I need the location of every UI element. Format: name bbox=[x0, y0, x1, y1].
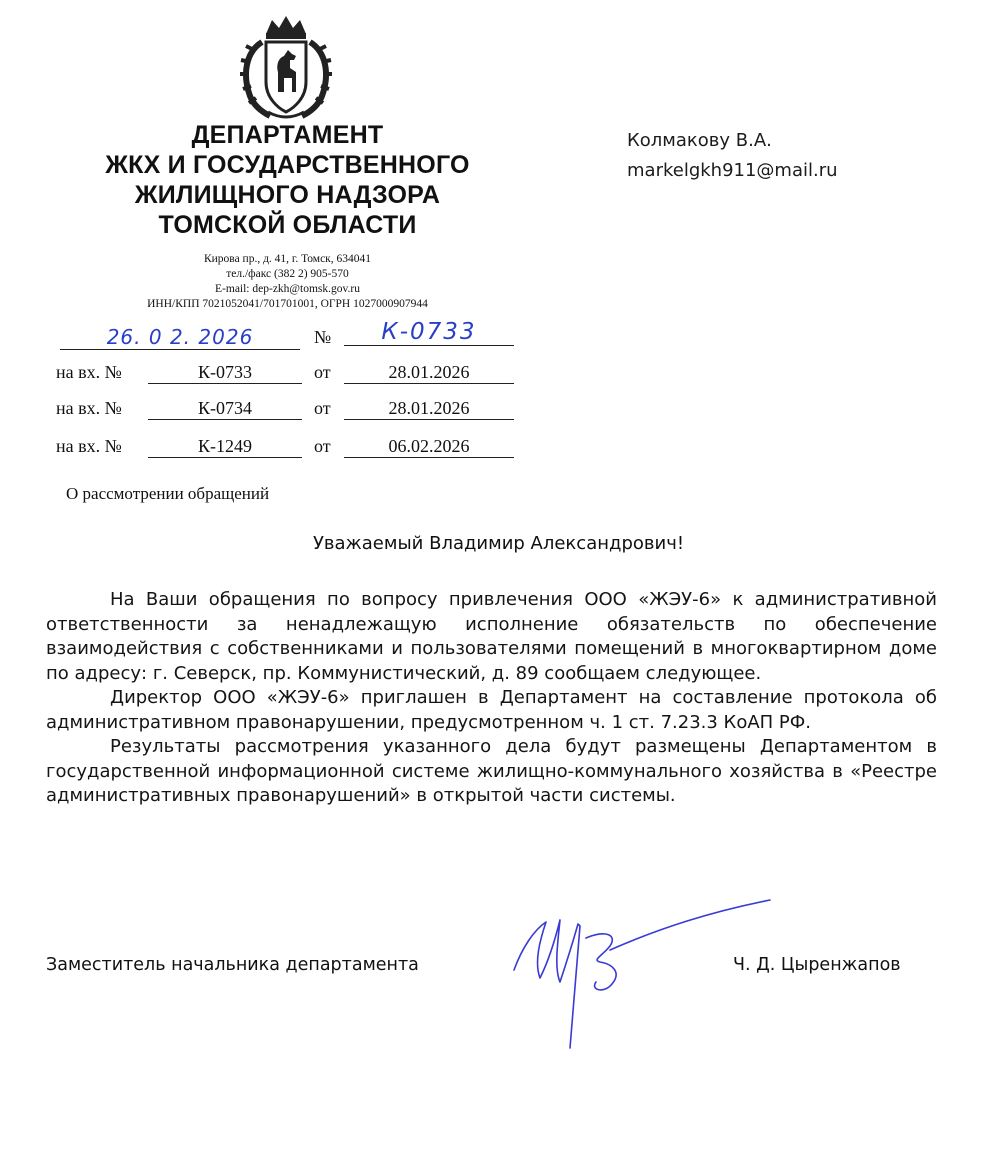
department-name-line: ЖИЛИЩНОГО НАДЗОРА bbox=[134, 181, 441, 209]
coat-of-arms-icon bbox=[232, 12, 340, 122]
signer-name: Ч. Д. Цыренжапов bbox=[733, 955, 901, 975]
department-name-line: ТОМСКОЙ ОБЛАСТИ bbox=[158, 211, 417, 239]
department-name-line: ЖКХ И ГОСУДАРСТВЕННОГО bbox=[105, 151, 470, 179]
department-email: E-mail: dep-zkh@tomsk.gov.ru bbox=[215, 283, 360, 295]
addressee-email: markelgkh911@mail.ru bbox=[627, 160, 838, 181]
incoming-registration-row bbox=[56, 398, 526, 428]
body-paragraph: Результаты рассмотрения указанного дела будут размещены Департаментом в государственной информационной системе жилищно-коммунального хозяйства в «Реестре административных правонарушений» в открытой части системы. bbox=[46, 736, 937, 806]
addressee-name: Колмакову В.А. bbox=[627, 130, 772, 151]
incoming-number: К-1249 bbox=[148, 436, 302, 458]
outgoing-date: 26. 0 2. 2026 bbox=[60, 325, 300, 350]
letter-body bbox=[46, 588, 937, 809]
department-phone: тел./факс (382 2) 905-570 bbox=[226, 268, 349, 280]
incoming-label: на вх. № bbox=[56, 398, 122, 418]
incoming-label: на вх. № bbox=[56, 436, 122, 456]
incoming-registration-row bbox=[56, 436, 526, 466]
salutation: Уважаемый Владимир Александрович! bbox=[312, 533, 685, 554]
incoming-number: К-0733 bbox=[148, 362, 302, 384]
department-contacts bbox=[40, 252, 535, 312]
incoming-date: 06.02.2026 bbox=[344, 436, 514, 458]
incoming-date: 28.01.2026 bbox=[344, 362, 514, 384]
incoming-label: на вх. № bbox=[56, 362, 122, 382]
incoming-from-label: от bbox=[314, 362, 331, 382]
outgoing-number: К-0733 bbox=[344, 319, 514, 346]
addressee-block bbox=[627, 126, 838, 186]
incoming-from-label: от bbox=[314, 436, 331, 456]
body-paragraph: На Ваши обращения по вопросу привлечения ООО «ЖЭУ-6» к административной ответственности за ненадлежащую исполнение обязательств по обеспечение взаимодействия с собственниками и пользователями помещений в многоквартирном доме по адресу: г. Северск, пр. Коммунистический, д. 89 сообщаем следующее. bbox=[46, 589, 937, 684]
incoming-number: К-0734 bbox=[148, 398, 302, 420]
number-sign: № bbox=[314, 327, 332, 347]
body-paragraph: Директор ООО «ЖЭУ-6» приглашен в Департамент на составление протокола об административном правонарушении, предусмотренном ч. 1 ст. 7.23.3 КоАП РФ. bbox=[46, 687, 937, 733]
signer-title: Заместитель начальника департамента bbox=[46, 955, 419, 975]
department-name-line: ДЕПАРТАМЕНТ bbox=[191, 121, 384, 149]
department-address: Кирова пр., д. 41, г. Томск, 634041 bbox=[203, 253, 372, 265]
department-requisites: ИНН/КПП 7021052041/701701001, ОГРН 1027000907944 bbox=[147, 298, 428, 310]
incoming-date: 28.01.2026 bbox=[344, 398, 514, 420]
incoming-registration-row bbox=[56, 362, 526, 392]
letter-subject: О рассмотрении обращений bbox=[66, 484, 270, 503]
outgoing-registration-row bbox=[56, 319, 526, 355]
incoming-from-label: от bbox=[314, 398, 331, 418]
department-name bbox=[40, 120, 535, 240]
